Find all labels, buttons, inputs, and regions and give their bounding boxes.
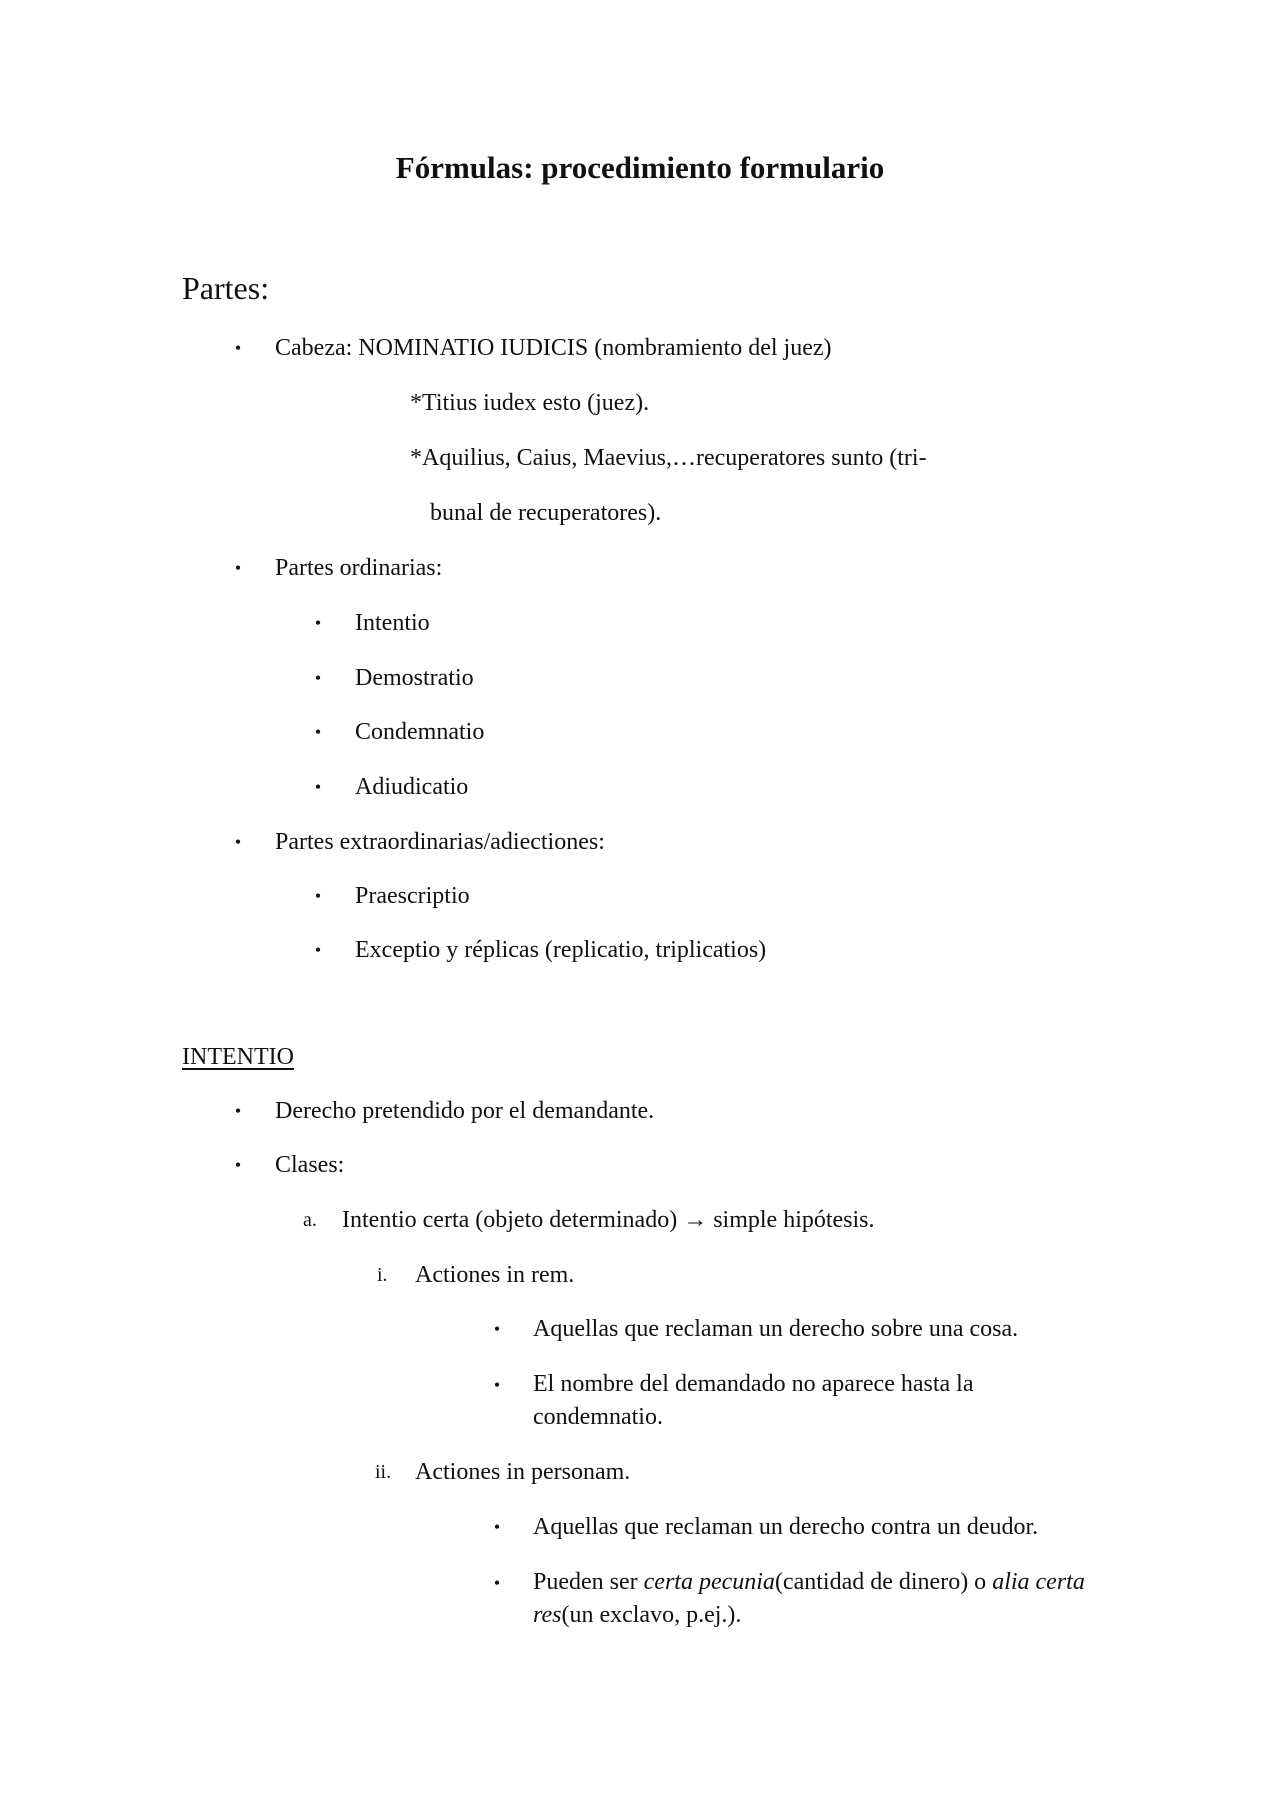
text-run: (cantidad de dinero) o: [774, 1569, 993, 1595]
partes-heading: Partes:: [182, 270, 270, 306]
list-marker-a: a.: [303, 1209, 317, 1231]
actiones-in-personam: Actiones in personam.: [415, 1459, 631, 1485]
bullet-icon: •: [493, 1517, 501, 1537]
cabeza-example-2-continued: bunal de recuperatores).: [430, 500, 662, 526]
bullet-icon: •: [234, 1101, 242, 1121]
list-marker-i: i.: [377, 1264, 388, 1286]
extraordinarias-label: Partes extraordinarias/adiectiones:: [275, 829, 605, 855]
bullet-icon: •: [493, 1573, 501, 1593]
list-item: Condemnatio: [355, 719, 485, 745]
list-item: Aquellas que reclaman un derecho sobre una cosa.: [533, 1316, 1019, 1342]
bullet-icon: •: [314, 777, 322, 797]
list-item: Praescriptio: [355, 883, 470, 909]
bullet-icon: •: [234, 558, 242, 578]
intentio-definition: Derecho pretendido por el demandante.: [275, 1098, 655, 1124]
bullet-icon: •: [234, 338, 242, 358]
bullet-icon: •: [314, 613, 322, 633]
list-item: Intentio: [355, 610, 430, 636]
bullet-icon: •: [493, 1375, 501, 1395]
clases-label: Clases:: [275, 1152, 345, 1178]
cabeza-label: Cabeza: NOMINATIO IUDICIS (nombramiento del juez): [275, 335, 832, 361]
list-item: Adiudicatio: [355, 774, 469, 800]
intentio-heading: INTENTIO: [182, 1044, 294, 1070]
cabeza-example-1: *Titius iudex esto (juez).: [410, 390, 650, 416]
cabeza-example-2: *Aquilius, Caius, Maevius,…recuperatores sunto (tri-: [410, 445, 927, 471]
list-item: Demostratio: [355, 665, 474, 691]
text-run: (un exclavo, p.ej.).: [561, 1602, 742, 1628]
list-marker-ii: ii.: [375, 1461, 392, 1483]
list-item: Aquellas que reclaman un derecho contra un deudor.: [533, 1514, 1039, 1540]
intentio-certa: Intentio certa (objeto determinado) → simple hipótesis.: [342, 1207, 875, 1233]
ordinarias-label: Partes ordinarias:: [275, 555, 443, 581]
actiones-in-rem: Actiones in rem.: [415, 1262, 575, 1288]
bullet-icon: •: [234, 832, 242, 852]
list-item: [533, 1566, 1093, 1632]
text-run: Pueden ser: [533, 1569, 644, 1595]
bullet-icon: •: [314, 722, 322, 742]
bullet-icon: •: [314, 940, 322, 960]
list-item: El nombre del demandado no aparece hasta la condemnatio.: [533, 1371, 974, 1430]
bullet-icon: •: [314, 886, 322, 906]
bullet-icon: •: [314, 668, 322, 688]
bullet-icon: •: [234, 1155, 242, 1175]
page-title: Fórmulas: procedimiento formulario: [395, 150, 885, 185]
list-item: Exceptio y réplicas (replicatio, triplicatios): [355, 937, 767, 963]
italic-term: certa pecunia: [643, 1569, 775, 1595]
italic-term: alia certa res: [533, 1569, 1085, 1628]
bullet-icon: •: [493, 1319, 501, 1339]
